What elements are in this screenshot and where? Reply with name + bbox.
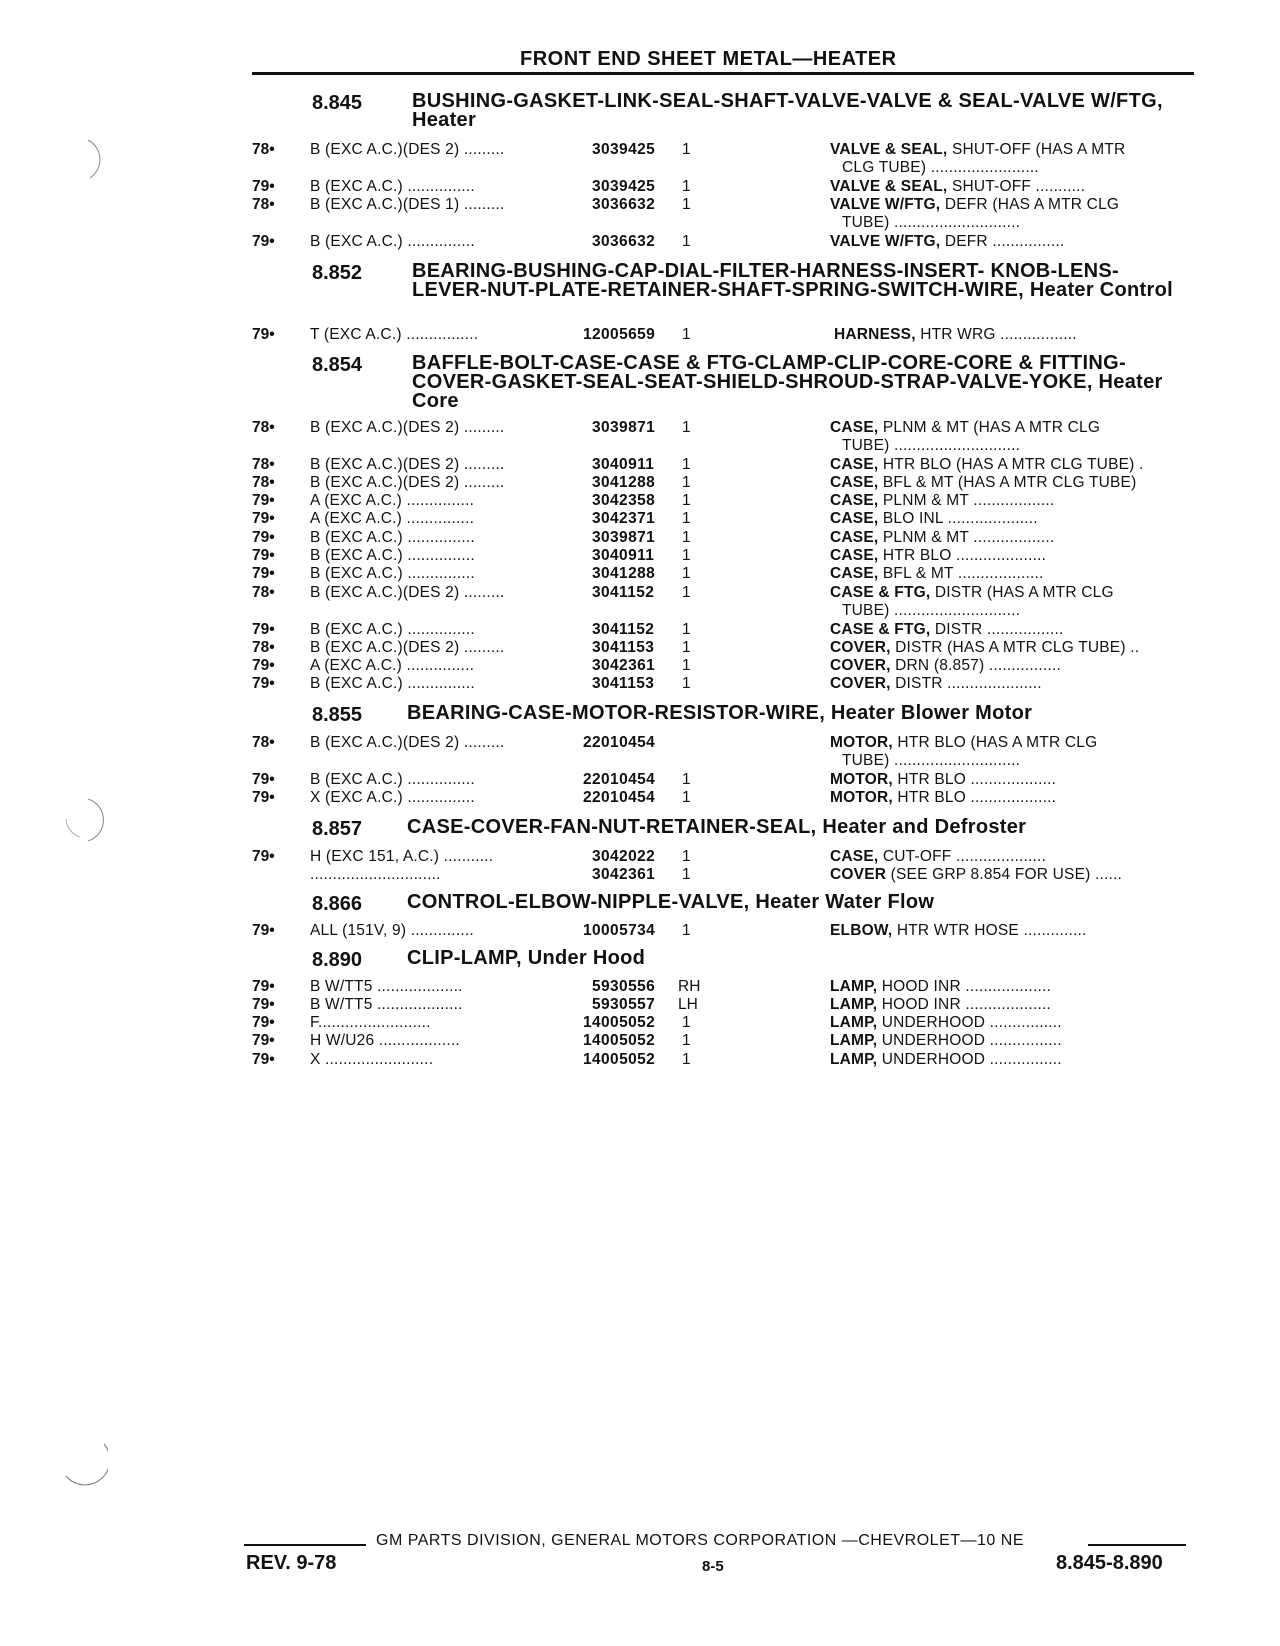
description [830, 866, 1200, 884]
application: X (EXC A.C.) ............... [310, 789, 475, 806]
parts-row [252, 657, 1192, 676]
part-detail: BLO INL .................... [878, 510, 1038, 527]
part-detail: HTR BLO ................... [892, 771, 1057, 788]
part-name: CASE, [830, 510, 879, 527]
description [842, 602, 1212, 620]
parts-row [252, 492, 1192, 511]
part-name: VALVE W/FTG, [830, 233, 941, 250]
section-title: BUSHING-GASKET-LINK-SEAL-SHAFT-VALVE-VALVE & SEAL-VALVE W/FTG, Heater [412, 90, 1163, 131]
description [830, 789, 1200, 807]
revision-date: REV. 9-78 [246, 1552, 337, 1574]
quantity: 1 [682, 657, 691, 674]
model-year: 78• [252, 639, 275, 656]
description [830, 233, 1200, 251]
parts-row [252, 419, 1192, 438]
application: X ........................ [310, 1051, 434, 1068]
page-title: FRONT END SHEET METAL—HEATER [520, 48, 897, 70]
description [830, 771, 1200, 789]
parts-row [252, 565, 1192, 584]
model-year: 78• [252, 196, 275, 213]
model-year: 79• [252, 565, 275, 582]
part-detail: TUBE) ............................ [842, 602, 1021, 619]
model-year: 79• [252, 326, 275, 343]
application: B (EXC A.C.) ............... [310, 675, 475, 692]
part-detail: HTR BLO (HAS A MTR CLG [892, 734, 1098, 751]
application: B (EXC A.C.) ............... [310, 771, 475, 788]
part-number: 3039871 [592, 529, 656, 546]
model-year: 79• [252, 178, 275, 195]
section-title: BEARING-CASE-MOTOR-RESISTOR-WIRE, Heater Blower Motor [407, 702, 1033, 724]
application: B (EXC A.C.) ............... [310, 547, 475, 564]
application: B (EXC A.C.)(DES 2) ......... [310, 141, 505, 158]
model-year: 78• [252, 141, 275, 158]
model-year: 79• [252, 848, 275, 865]
part-detail: HTR BLO ................... [892, 789, 1057, 806]
part-detail: DISTR ..................... [890, 675, 1042, 692]
part-name: HARNESS, [834, 326, 916, 343]
part-number: 22010454 [583, 789, 656, 806]
part-name: COVER, [830, 675, 891, 692]
quantity: 1 [682, 510, 691, 527]
punch-hole-mark [58, 134, 108, 184]
part-number: 3042358 [592, 492, 656, 509]
description [830, 584, 1200, 602]
description [830, 621, 1200, 639]
section-title: CLIP-LAMP, Under Hood [407, 947, 646, 969]
part-number: 14005052 [583, 1014, 656, 1031]
description [830, 178, 1200, 196]
part-number: 5930557 [592, 996, 656, 1013]
part-name: LAMP, [830, 978, 878, 995]
application: B (EXC A.C.)(DES 2) ......... [310, 419, 505, 436]
section-number: 8.890 [312, 949, 363, 971]
part-detail: CUT-OFF .................... [878, 848, 1047, 865]
part-number: 3041288 [592, 474, 656, 491]
part-detail: TUBE) ............................ [842, 214, 1021, 231]
part-detail: HOOD INR ................... [877, 996, 1051, 1013]
model-year: 79• [252, 492, 275, 509]
parts-row [252, 529, 1192, 548]
part-detail: HTR WTR HOSE .............. [892, 922, 1087, 939]
model-year: 79• [252, 978, 275, 995]
punch-hole-mark [58, 795, 108, 845]
model-year: 78• [252, 474, 275, 491]
part-detail: CLG TUBE) ........................ [842, 159, 1039, 176]
part-number: 3039425 [592, 178, 656, 195]
description [834, 326, 1204, 344]
description [842, 159, 1212, 177]
section-title: BAFFLE-BOLT-CASE-CASE & FTG-CLAMP-CLIP-CORE-CORE & FITTING-COVER-GASKET-SEAL-SEAT-SHIELD-SHROUD-STRAP-VALVE-YOKE, Heater Core [412, 352, 1163, 412]
description [830, 456, 1200, 474]
parts-row [252, 1014, 1192, 1033]
parts-row [252, 474, 1192, 493]
description [830, 734, 1200, 752]
parts-row [252, 789, 1192, 808]
parts-row [252, 734, 1192, 753]
section-title: CONTROL-ELBOW-NIPPLE-VALVE, Heater Water Flow [407, 891, 935, 913]
application: B (EXC A.C.) ............... [310, 233, 475, 250]
part-name: CASE, [830, 419, 879, 436]
part-detail: TUBE) ............................ [842, 437, 1021, 454]
part-name: LAMP, [830, 1051, 878, 1068]
section-number: 8.852 [312, 262, 363, 284]
description [830, 996, 1200, 1014]
part-number: 3041152 [592, 621, 655, 638]
part-name: MOTOR, [830, 734, 893, 751]
quantity: 1 [682, 789, 691, 806]
application: B W/TT5 ................... [310, 996, 463, 1013]
part-name: LAMP, [830, 1014, 878, 1031]
part-number: 3042361 [592, 657, 656, 674]
part-name: VALVE & SEAL, [830, 141, 948, 158]
section-title: BEARING-BUSHING-CAP-DIAL-FILTER-HARNESS-INSERT- KNOB-LENS-LEVER-NUT-PLATE-RETAINER-SHAFT-SPRING-SWITCH-WIRE, Heater Control [412, 260, 1173, 301]
model-year: 79• [252, 1051, 275, 1068]
part-number: 3042371 [592, 510, 656, 527]
part-detail: PLNM & MT .................. [878, 529, 1055, 546]
quantity: 1 [682, 866, 691, 883]
parts-row [252, 866, 1192, 885]
part-detail: UNDERHOOD ................ [877, 1014, 1062, 1031]
quantity: 1 [682, 848, 691, 865]
part-name: CASE, [830, 456, 879, 473]
quantity: 1 [682, 1051, 691, 1068]
description [830, 547, 1200, 565]
part-name: CASE & FTG, [830, 621, 931, 638]
application: B W/TT5 ................... [310, 978, 463, 995]
parts-row [252, 584, 1192, 603]
application: B (EXC A.C.)(DES 1) ......... [310, 196, 505, 213]
part-number: 12005659 [583, 326, 656, 343]
part-name: ELBOW, [830, 922, 893, 939]
part-name: CASE, [830, 474, 879, 491]
application: B (EXC A.C.)(DES 2) ......... [310, 456, 505, 473]
quantity: 1 [682, 547, 691, 564]
model-year: 79• [252, 675, 275, 692]
part-name: CASE, [830, 848, 879, 865]
quantity: RH [678, 978, 701, 995]
description [842, 437, 1212, 455]
part-number: 22010454 [583, 734, 656, 751]
footer-rule-left [244, 1544, 366, 1546]
parts-row [252, 996, 1192, 1015]
parts-row-continued [252, 437, 1192, 456]
application: F......................... [310, 1014, 431, 1031]
part-detail: PLNM & MT .................. [878, 492, 1055, 509]
section-number: 8.866 [312, 893, 363, 915]
part-number: 14005052 [583, 1051, 656, 1068]
application: B (EXC A.C.)(DES 2) ......... [310, 584, 505, 601]
quantity: 1 [682, 326, 691, 343]
model-year: 78• [252, 584, 275, 601]
part-name: LAMP, [830, 996, 878, 1013]
description [830, 1051, 1200, 1069]
parts-row-continued [252, 602, 1192, 621]
description [830, 675, 1200, 693]
part-detail: DISTR (HAS A MTR CLG [930, 584, 1114, 601]
group-range: 8.845-8.890 [1056, 1552, 1163, 1574]
part-name: MOTOR, [830, 789, 893, 806]
model-year: 79• [252, 1014, 275, 1031]
application: B (EXC A.C.)(DES 2) ......... [310, 639, 505, 656]
part-name: CASE, [830, 565, 879, 582]
quantity: 1 [682, 492, 691, 509]
publisher-line: GM PARTS DIVISION, GENERAL MOTORS CORPORATION —CHEVROLET—10 NE [376, 1532, 1024, 1549]
part-number: 3040911 [592, 547, 655, 564]
part-name: CASE, [830, 492, 879, 509]
part-detail: UNDERHOOD ................ [877, 1051, 1062, 1068]
parts-row [252, 771, 1192, 790]
parts-row [252, 141, 1192, 160]
description [830, 141, 1200, 159]
quantity: 1 [682, 529, 691, 546]
title-rule [252, 72, 1194, 75]
quantity: 1 [682, 621, 691, 638]
part-number: 3041288 [592, 565, 656, 582]
quantity: 1 [682, 141, 691, 158]
description [830, 848, 1200, 866]
parts-row [252, 233, 1192, 252]
parts-row [252, 1032, 1192, 1051]
description [830, 657, 1200, 675]
quantity: 1 [682, 565, 691, 582]
application: A (EXC A.C.) ............... [310, 657, 475, 674]
part-detail: DISTR ................. [930, 621, 1064, 638]
part-name: CASE, [830, 547, 879, 564]
part-name: VALVE & SEAL, [830, 178, 948, 195]
description [830, 474, 1200, 492]
part-number: 3042361 [592, 866, 656, 883]
parts-row [252, 848, 1192, 867]
section-title: CASE-COVER-FAN-NUT-RETAINER-SEAL, Heater and Defroster [407, 816, 1027, 838]
quantity: 1 [682, 639, 691, 656]
section-number: 8.854 [312, 354, 363, 376]
part-name: MOTOR, [830, 771, 893, 788]
description [830, 922, 1200, 940]
parts-row [252, 510, 1192, 529]
description [830, 510, 1200, 528]
parts-row-continued [252, 159, 1192, 178]
quantity: 1 [682, 1032, 691, 1049]
application: ............................. [310, 866, 441, 883]
model-year: 79• [252, 996, 275, 1013]
quantity: 1 [682, 419, 691, 436]
parts-row [252, 456, 1192, 475]
model-year: 78• [252, 456, 275, 473]
footer-rule-right [1088, 1544, 1186, 1546]
quantity: 1 [682, 196, 691, 213]
model-year: 79• [252, 657, 275, 674]
application: ALL (151V, 9) .............. [310, 922, 474, 939]
part-detail: BFL & MT (HAS A MTR CLG TUBE) [878, 474, 1137, 491]
application: T (EXC A.C.) ................ [310, 326, 479, 343]
parts-row [252, 675, 1192, 694]
part-number: 22010454 [583, 771, 656, 788]
part-number: 3041152 [592, 584, 655, 601]
quantity: 1 [682, 474, 691, 491]
parts-row [252, 196, 1192, 215]
model-year: 79• [252, 233, 275, 250]
description [830, 565, 1200, 583]
part-detail: UNDERHOOD ................ [877, 1032, 1062, 1049]
description [830, 639, 1200, 657]
application: H (EXC 151, A.C.) ........... [310, 848, 494, 865]
part-number: 3039425 [592, 141, 656, 158]
quantity: LH [678, 996, 698, 1013]
part-detail: TUBE) ............................ [842, 752, 1021, 769]
part-number: 3036632 [592, 196, 656, 213]
part-detail: DISTR (HAS A MTR CLG TUBE) .. [890, 639, 1140, 656]
part-name: CASE & FTG, [830, 584, 931, 601]
part-name: LAMP, [830, 1032, 878, 1049]
parts-row-continued [252, 752, 1192, 771]
section-number: 8.855 [312, 704, 363, 726]
parts-row [252, 639, 1192, 658]
application: B (EXC A.C.) ............... [310, 565, 475, 582]
parts-row [252, 621, 1192, 640]
description [830, 529, 1200, 547]
part-name: VALVE W/FTG, [830, 196, 941, 213]
part-detail: BFL & MT ................... [878, 565, 1044, 582]
part-detail: SHUT-OFF ........... [947, 178, 1086, 195]
description [830, 196, 1200, 214]
part-detail: SHUT-OFF (HAS A MTR [947, 141, 1126, 158]
part-number: 3040911 [592, 456, 655, 473]
application: B (EXC A.C.) ............... [310, 529, 475, 546]
quantity: 1 [682, 233, 691, 250]
model-year: 79• [252, 922, 275, 939]
parts-row [252, 326, 1192, 345]
description [842, 214, 1212, 232]
quantity: 1 [682, 1014, 691, 1031]
part-number: 5930556 [592, 978, 656, 995]
part-detail: HOOD INR ................... [877, 978, 1051, 995]
model-year: 79• [252, 789, 275, 806]
part-detail: DRN (8.857) ................ [890, 657, 1061, 674]
description [842, 752, 1212, 770]
description [830, 492, 1200, 510]
section-number: 8.857 [312, 818, 363, 840]
model-year: 78• [252, 734, 275, 751]
application: B (EXC A.C.)(DES 2) ......... [310, 734, 505, 751]
quantity: 1 [682, 675, 691, 692]
description [830, 978, 1200, 996]
application: B (EXC A.C.) ............... [310, 178, 475, 195]
model-year: 79• [252, 771, 275, 788]
application: B (EXC A.C.)(DES 2) ......... [310, 474, 505, 491]
part-number: 10005734 [583, 922, 656, 939]
quantity: 1 [682, 584, 691, 601]
application: A (EXC A.C.) ............... [310, 492, 475, 509]
description [830, 1032, 1200, 1050]
part-number: 3042022 [592, 848, 656, 865]
part-detail: DEFR (HAS A MTR CLG [940, 196, 1120, 213]
parts-row [252, 922, 1192, 941]
part-number: 3039871 [592, 419, 656, 436]
parts-row [252, 178, 1192, 197]
parts-row [252, 547, 1192, 566]
part-detail: PLNM & MT (HAS A MTR CLG [878, 419, 1101, 436]
parts-row-continued [252, 214, 1192, 233]
quantity: 1 [682, 178, 691, 195]
punch-hole-mark [58, 1440, 108, 1490]
part-detail: HTR BLO .................... [878, 547, 1047, 564]
section-number: 8.845 [312, 92, 363, 114]
parts-row [252, 978, 1192, 997]
quantity: 1 [682, 771, 691, 788]
part-number: 14005052 [583, 1032, 656, 1049]
model-year: 79• [252, 1032, 275, 1049]
model-year: 79• [252, 547, 275, 564]
model-year: 78• [252, 419, 275, 436]
page-number: 8-5 [702, 1558, 724, 1575]
model-year: 79• [252, 529, 275, 546]
part-name: COVER [830, 866, 887, 883]
part-name: COVER, [830, 639, 891, 656]
application: B (EXC A.C.) ............... [310, 621, 475, 638]
part-detail: DEFR ................ [940, 233, 1065, 250]
parts-row [252, 1051, 1192, 1070]
part-number: 3036632 [592, 233, 656, 250]
part-name: COVER, [830, 657, 891, 674]
part-detail: HTR WRG ................. [915, 326, 1077, 343]
application: H W/U26 .................. [310, 1032, 460, 1049]
model-year: 79• [252, 621, 275, 638]
description [830, 419, 1200, 437]
part-name: CASE, [830, 529, 879, 546]
part-detail: (SEE GRP 8.854 FOR USE) ...... [886, 866, 1123, 883]
part-number: 3041153 [592, 639, 655, 656]
quantity: 1 [682, 922, 691, 939]
description [830, 1014, 1200, 1032]
model-year: 79• [252, 510, 275, 527]
quantity: 1 [682, 456, 691, 473]
part-detail: HTR BLO (HAS A MTR CLG TUBE) . [878, 456, 1144, 473]
part-number: 3041153 [592, 675, 655, 692]
application: A (EXC A.C.) ............... [310, 510, 475, 527]
